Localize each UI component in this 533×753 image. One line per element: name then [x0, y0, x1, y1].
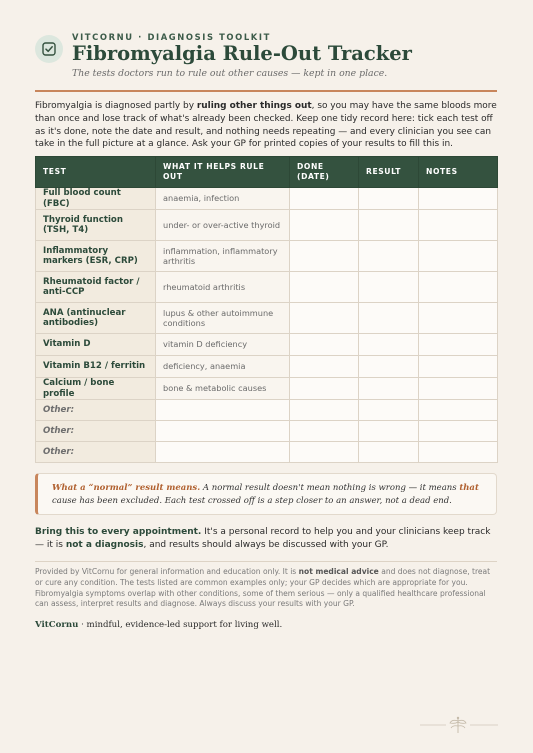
intro-emphasis: ruling other things out: [196, 101, 312, 111]
callout-body-1: A normal result doesn't mean nothing is wrong — it means: [200, 483, 460, 493]
callout-lead: What a “normal” result means.: [52, 483, 201, 493]
rules-out-cell: rheumatoid arthritis: [156, 272, 290, 303]
checkbox-check-icon: [35, 35, 63, 63]
table-row: [36, 303, 498, 334]
table-row: [36, 241, 498, 272]
disclaimer-text-2: and does not diagnose, treat or cure any condition. The tests listed are common examples only; your GP decides which are appropriate for you. Fibromyalgia symptoms overlap with other conditions, some of them serious — only a qualified healthcare professional can assess, interpret results and diagnose. Always discuss your results with your GP.: [35, 567, 491, 609]
appointment-note: [35, 526, 497, 552]
rules-out-field[interactable]: [156, 442, 290, 463]
brand-signoff: [35, 620, 497, 630]
appointment-note-emphasis: not a diagnosis: [65, 539, 144, 550]
table-row: [36, 188, 498, 210]
notes-field[interactable]: [419, 241, 498, 272]
notes-field[interactable]: [419, 334, 498, 356]
result-field[interactable]: [359, 272, 419, 303]
done-date-field[interactable]: [290, 210, 359, 241]
column-header-notes: NOTES: [419, 157, 498, 188]
table-row: [36, 442, 498, 463]
table-header-row: [36, 157, 498, 188]
callout-text: [52, 482, 482, 507]
rules-out-cell: deficiency, anaemia: [156, 356, 290, 378]
appointment-note-text-2: , and results should always be discussed with your GP.: [143, 539, 389, 550]
test-name: Full blood count (FBC): [36, 188, 156, 210]
table-row: [36, 356, 498, 378]
page-subtitle: The tests doctors run to rule out other causes — kept in one place.: [72, 68, 388, 79]
test-name: Vitamin B12 / ferritin: [36, 356, 156, 378]
notes-field[interactable]: [419, 442, 498, 463]
done-date-field[interactable]: [290, 188, 359, 210]
notes-field[interactable]: [419, 272, 498, 303]
brand-name: VitCornu: [35, 620, 79, 630]
leaf-sprig-icon: [420, 715, 498, 735]
test-name: Rheumatoid factor / anti-CCP: [36, 272, 156, 303]
result-field[interactable]: [359, 334, 419, 356]
column-header-done-date: DONE (DATE): [290, 157, 359, 188]
table-row: [36, 378, 498, 400]
done-date-field[interactable]: [290, 303, 359, 334]
test-name-other: Other:: [36, 400, 156, 421]
result-field[interactable]: [359, 241, 419, 272]
result-field[interactable]: [359, 356, 419, 378]
done-date-field[interactable]: [290, 378, 359, 400]
test-name: Calcium / bone profile: [36, 378, 156, 400]
eyebrow-label: VITCORNU · DIAGNOSIS TOOLKIT: [72, 32, 271, 42]
rules-out-cell: inflammation, inflammatory arthritis: [156, 241, 290, 272]
rules-out-cell: under- or over-active thyroid: [156, 210, 290, 241]
rule-out-table: [35, 156, 498, 463]
rules-out-field[interactable]: [156, 400, 290, 421]
table-row: [36, 272, 498, 303]
appointment-note-text-1: It's a personal record to help you and your clinicians keep track — it is: [35, 527, 491, 550]
page-title: Fibromyalgia Rule-Out Tracker: [72, 42, 412, 65]
medical-disclaimer: [35, 567, 497, 610]
notes-field[interactable]: [419, 303, 498, 334]
notes-field[interactable]: [419, 188, 498, 210]
result-field[interactable]: [359, 303, 419, 334]
notes-field[interactable]: [419, 400, 498, 421]
brand-tagline: · mindful, evidence-led support for living well.: [78, 620, 283, 630]
test-name-other: Other:: [36, 421, 156, 442]
done-date-field[interactable]: [290, 442, 359, 463]
done-date-field[interactable]: [290, 421, 359, 442]
header-divider: [35, 90, 497, 92]
callout-highlight: that: [459, 483, 479, 493]
disclaimer-emphasis: not medical advice: [298, 567, 379, 576]
done-date-field[interactable]: [290, 241, 359, 272]
done-date-field[interactable]: [290, 272, 359, 303]
column-header-result: RESULT: [359, 157, 419, 188]
result-field[interactable]: [359, 378, 419, 400]
disclaimer-divider: [35, 561, 497, 562]
result-field[interactable]: [359, 188, 419, 210]
column-header-rules-out: WHAT IT HELPS RULE OUT: [156, 157, 290, 188]
notes-field[interactable]: [419, 356, 498, 378]
intro-text-2: , so you may have the same bloods more than once and lose track of what's already been checked. Keep one tidy record here: tick each test off as it's done, note the date and result, and nothing needs repeating — and every clinician you see can take in the full picture at a glance. Ask your GP for printed copies of your results to fill this in.: [35, 101, 497, 150]
appointment-note-lead: Bring this to every appointment.: [35, 527, 202, 537]
done-date-field[interactable]: [290, 400, 359, 421]
result-field[interactable]: [359, 400, 419, 421]
intro-text-1: Fibromyalgia is diagnosed partly by: [35, 101, 197, 111]
normal-result-callout: [35, 473, 497, 515]
page-header: [35, 32, 497, 90]
rules-out-cell: bone & metabolic causes: [156, 378, 290, 400]
table-row: [36, 334, 498, 356]
test-name: Thyroid function (TSH, T4): [36, 210, 156, 241]
result-field[interactable]: [359, 210, 419, 241]
rules-out-cell: anaemia, infection: [156, 188, 290, 210]
test-name-other: Other:: [36, 442, 156, 463]
table-row: [36, 210, 498, 241]
table-row: [36, 421, 498, 442]
test-name: ANA (antinuclear antibodies): [36, 303, 156, 334]
test-name: Inflammatory markers (ESR, CRP): [36, 241, 156, 272]
column-header-test: TEST: [36, 157, 156, 188]
rules-out-field[interactable]: [156, 421, 290, 442]
notes-field[interactable]: [419, 421, 498, 442]
table-row: [36, 400, 498, 421]
notes-field[interactable]: [419, 210, 498, 241]
rules-out-cell: vitamin D deficiency: [156, 334, 290, 356]
intro-paragraph: [35, 100, 497, 151]
result-field[interactable]: [359, 442, 419, 463]
result-field[interactable]: [359, 421, 419, 442]
callout-body-2: cause has been excluded. Each test crossed off is a step closer to an answer, not a dead end.: [52, 495, 452, 506]
test-name: Vitamin D: [36, 334, 156, 356]
rules-out-cell: lupus & other autoimmune conditions: [156, 303, 290, 334]
done-date-field[interactable]: [290, 356, 359, 378]
disclaimer-text-1: Provided by VitCornu for general information and education only. It is: [35, 567, 299, 576]
done-date-field[interactable]: [290, 334, 359, 356]
notes-field[interactable]: [419, 378, 498, 400]
